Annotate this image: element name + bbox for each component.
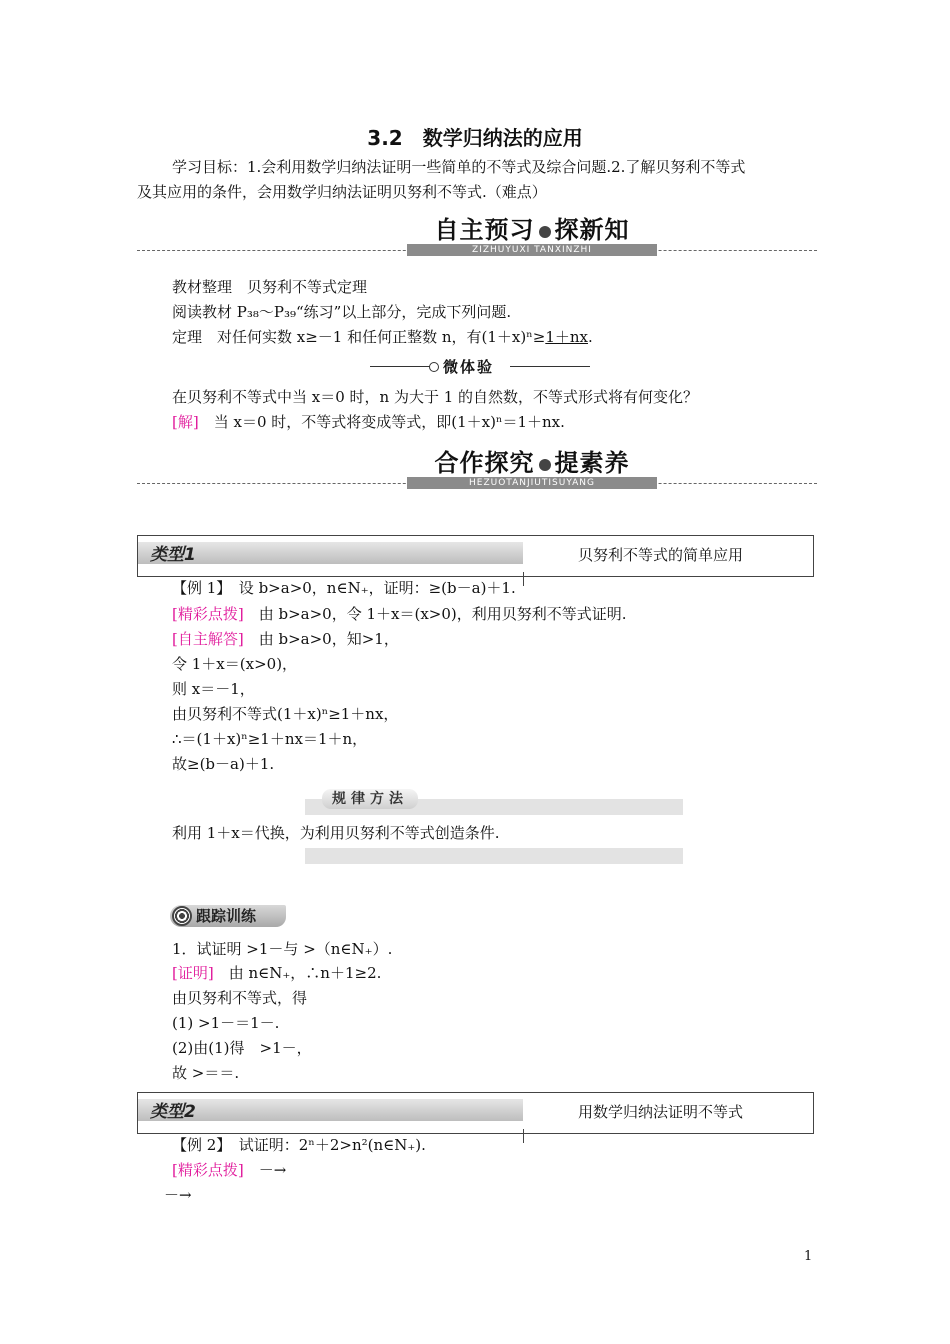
solve-step: 由贝努利不等式(1＋x)ⁿ≥1＋nx，: [172, 705, 399, 723]
banner-explore: [407, 449, 657, 488]
proof-step: 由贝努利不等式，得: [172, 989, 308, 1007]
method-bottom-bar: [305, 848, 683, 864]
solve-step: 令 1＋x＝(x>0)，: [172, 655, 298, 673]
type-label: 类型2: [150, 1102, 196, 1122]
example-2: 【例 2】 试证明：2ⁿ＋2>n²(n∈N₊).: [172, 1136, 426, 1154]
banner-subtitle: ZIZHUYUXI TANXINZHI: [407, 244, 657, 256]
method-text: 利用 1＋x＝代换，为利用贝努利不等式创造条件.: [172, 824, 500, 842]
type-box-2: [137, 1092, 814, 1134]
hint-text: －→: [243, 1161, 287, 1179]
example-1: 【例 1】 设 b>a>0，n∈N₊，证明：≥(b－a)＋1.: [172, 579, 516, 597]
micro-question: 在贝努利不等式中当 x＝0 时，n 为大于 1 的自然数，不等式形式将有何变化？: [172, 388, 699, 406]
answer-tag: [解]: [172, 413, 199, 431]
circle-icon: [429, 362, 439, 372]
type-tag: [138, 542, 523, 564]
method-label: 规律方法: [322, 789, 418, 809]
objectives-line-1: 学习目标：1.会利用数学归纳法证明一些简单的不等式及综合问题.2.了解贝努利不等式: [172, 158, 746, 176]
objectives-line-2: 及其应用的条件，会用数学归纳法证明贝努利不等式.（难点）: [137, 183, 547, 201]
banner-right-text: 探新知: [554, 216, 630, 244]
hint-1: [172, 603, 627, 625]
micro-title: 微体验: [443, 358, 495, 376]
theorem-blank-answer: 1＋nx: [545, 328, 588, 346]
page-title: 3.2 数学归纳法的应用: [367, 126, 583, 150]
proof-tag: [证明]: [172, 964, 214, 982]
proof-text: 由 n∈N₊，∴n＋1≥2.: [213, 964, 382, 982]
micro-answer: [172, 411, 565, 433]
solve-step: ∴＝(1＋x)ⁿ≥1＋nx＝1＋n，: [172, 730, 368, 748]
micro-divider: [305, 356, 585, 378]
hint-text: 由 b>a>0，令 1＋x＝(x>0)，利用贝努利不等式证明.: [243, 605, 627, 623]
banner-left-text: 自主预习: [434, 216, 535, 244]
section-banner-explore: [137, 449, 817, 491]
hint-tag: [精彩点拨]: [172, 605, 244, 623]
tracking-question: 1．试证明 >1－与 >（n∈N₊）.: [172, 940, 393, 958]
textbook-reading: 阅读教材 P₃₈～P₃₉“练习”以上部分，完成下列问题.: [172, 303, 512, 321]
page-number: 1: [804, 1249, 813, 1264]
proof-step: 故 >＝＝.: [172, 1064, 240, 1082]
section-banner-preview: [137, 216, 817, 258]
banner-preview: [407, 216, 657, 255]
textbook-heading: 教材整理 贝努利不等式定理: [172, 278, 368, 296]
banner-dot-icon: [539, 459, 551, 471]
banner-left-text: 合作探究: [434, 449, 535, 477]
tracking-label-box: [170, 905, 286, 927]
answer-text: 当 x＝0 时，不等式将变成等式，即(1＋x)ⁿ＝1＋nx.: [198, 413, 565, 431]
proof-step: (2)由(1)得 >1－，: [172, 1039, 312, 1057]
proof-step: (1) >1－＝1－.: [172, 1014, 280, 1032]
hint-2: [172, 1159, 286, 1181]
type-box-1: [137, 535, 814, 577]
type-heading: 用数学归纳法证明不等式: [578, 1103, 744, 1121]
type-heading: 贝努利不等式的简单应用: [578, 546, 744, 564]
type-tag: [138, 1099, 523, 1121]
target-icon: [172, 906, 192, 926]
type-label: 类型1: [150, 545, 196, 565]
banner-right-text: 提素养: [554, 449, 630, 477]
theorem-text: 定理 对任何实数 x≥－1 和任何正整数 n，有(1＋x)ⁿ≥: [172, 328, 546, 346]
tracking-label: 跟踪训练: [196, 907, 257, 925]
solve-step: 则 x＝－1，: [172, 680, 255, 698]
solve-1: [172, 628, 399, 650]
hint-2-extra: －→: [164, 1186, 192, 1204]
tracking-proof: [172, 962, 381, 984]
banner-dot-icon: [539, 226, 551, 238]
banner-subtitle: HEZUOTANJIUTISUYANG: [407, 477, 657, 489]
solve-step: 故≥(b－a)＋1.: [172, 755, 275, 773]
theorem-line: 定理 对任何实数 x≥－1 和任何正整数 n，有(1＋x)ⁿ≥1＋nx.: [172, 328, 593, 346]
solve-tag: [自主解答]: [172, 630, 244, 648]
hint-tag: [精彩点拨]: [172, 1161, 244, 1179]
solve-text: 由 b>a>0，知>1，: [243, 630, 399, 648]
